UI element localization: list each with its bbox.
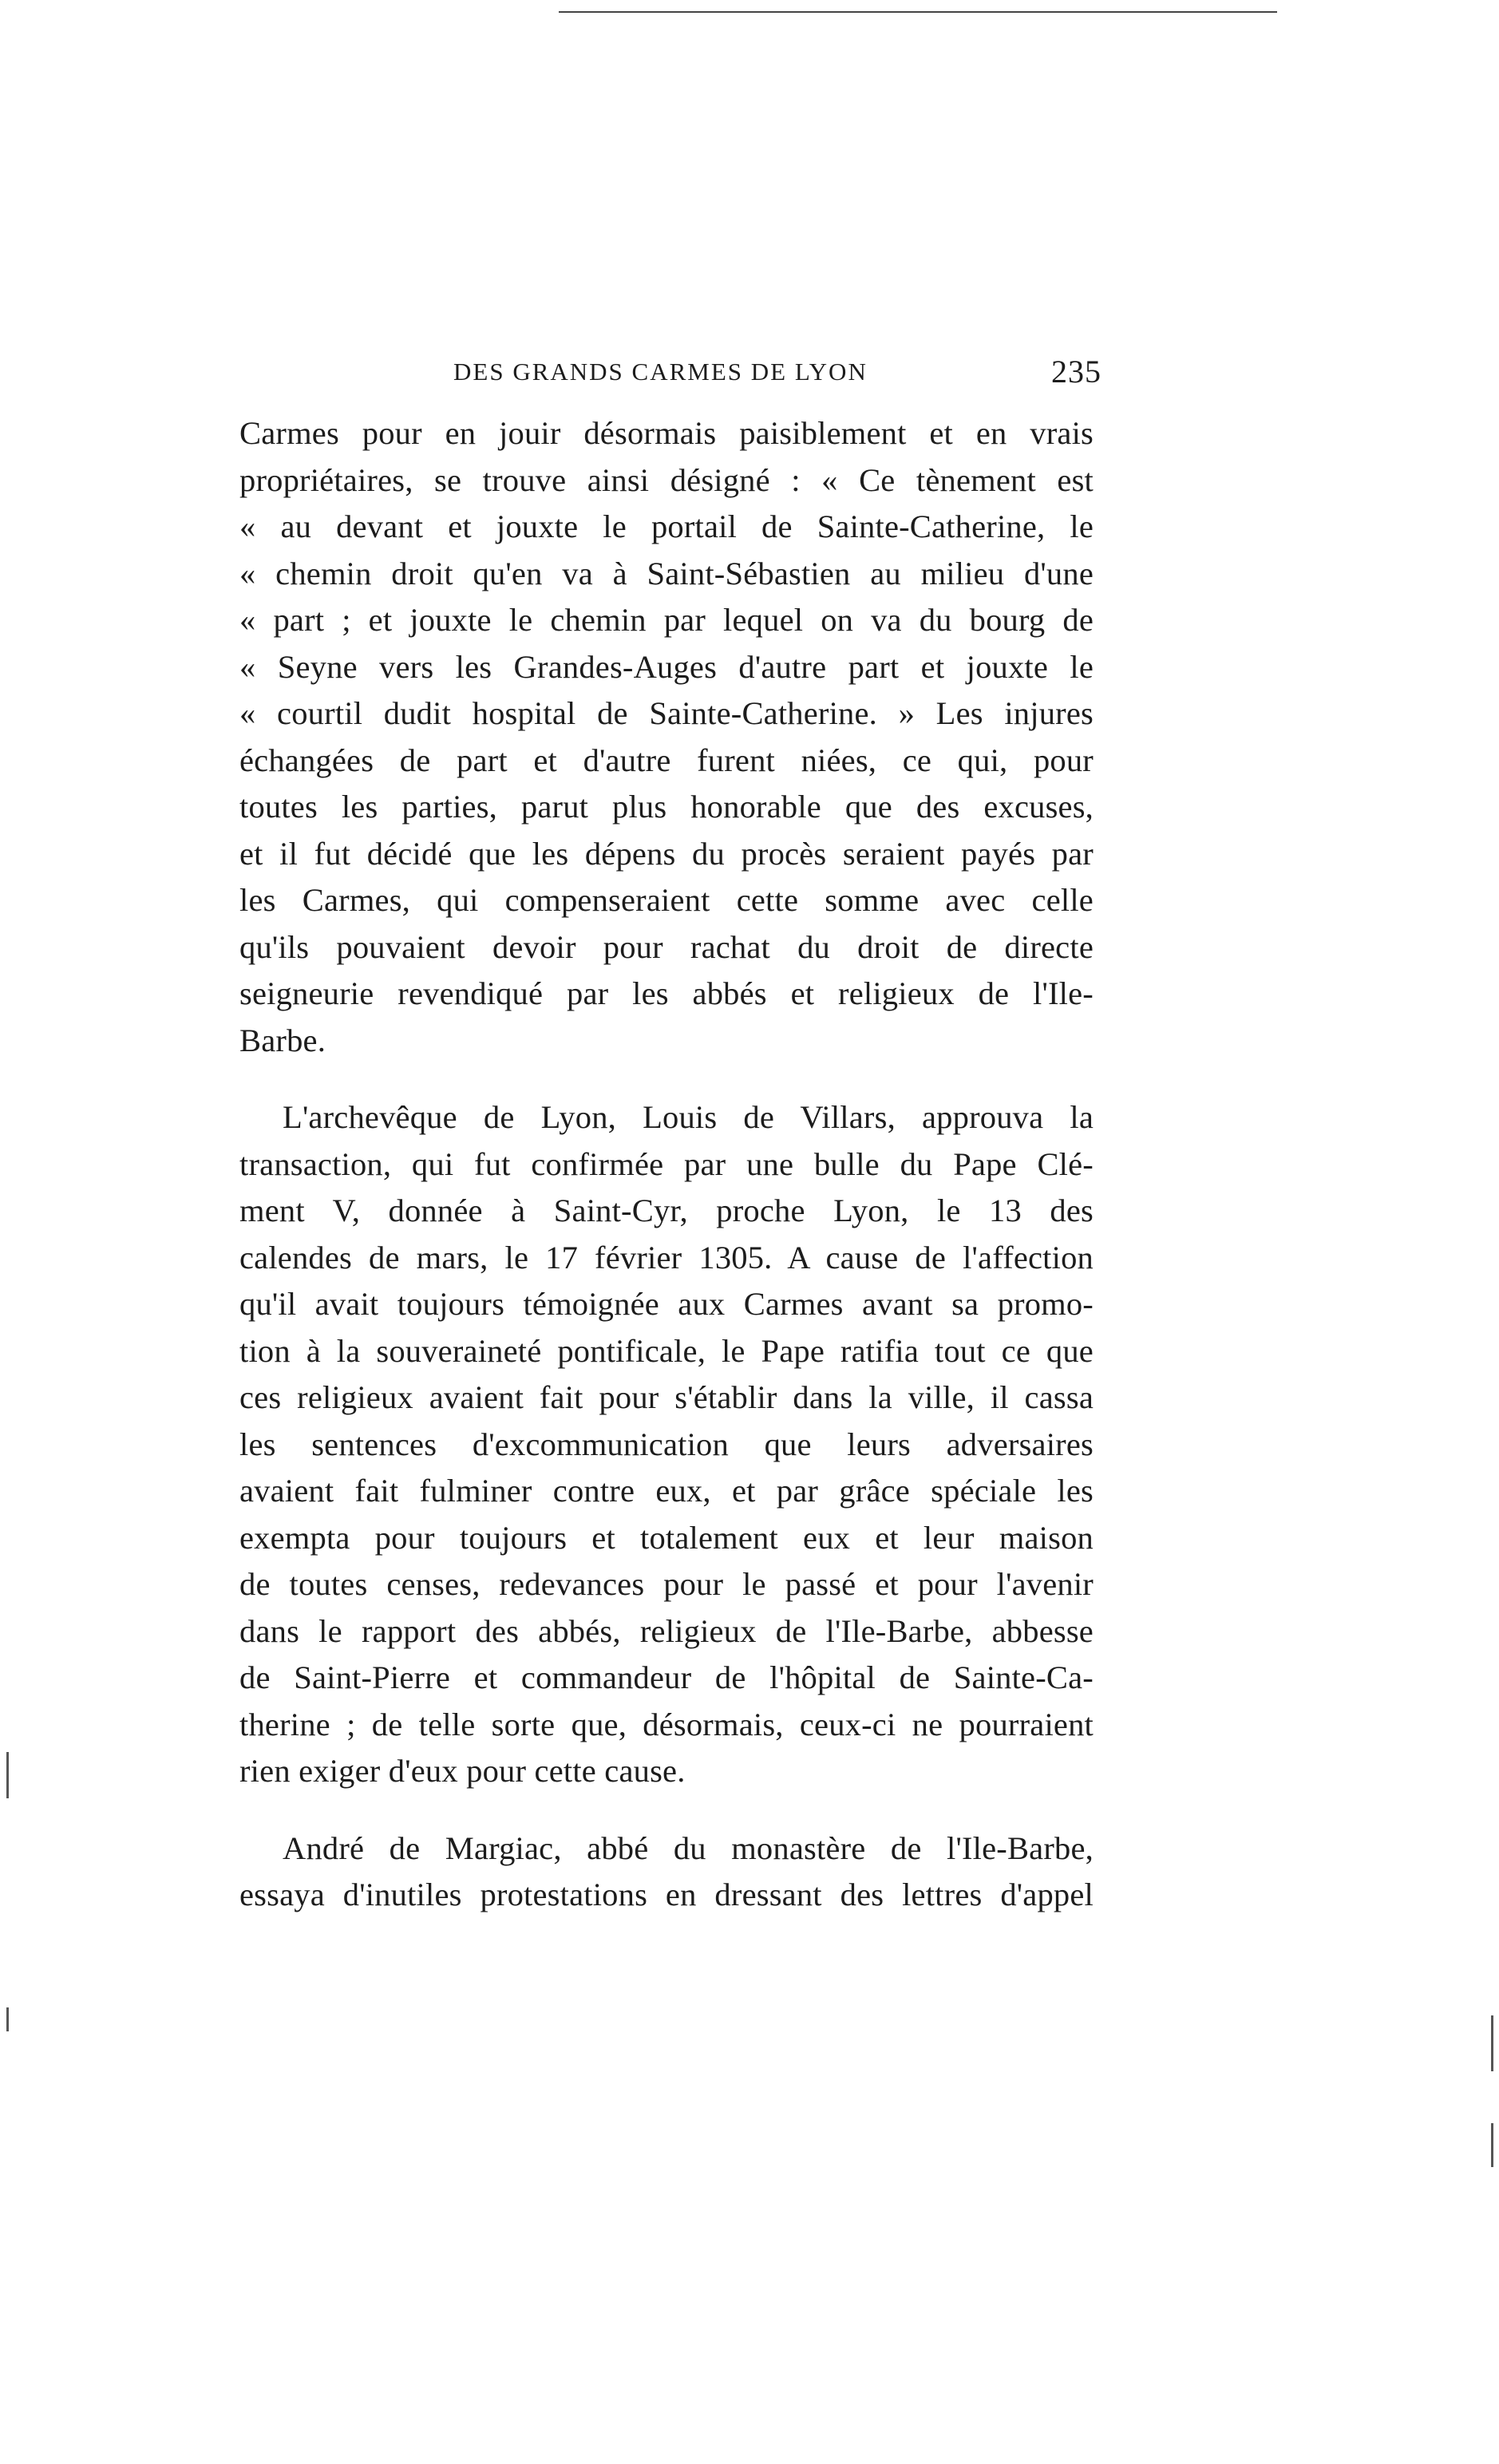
text-line: échangées de part et d'autre furent niées, ce qui, pour bbox=[239, 742, 1094, 778]
text-line: therine ; de telle sorte que, désormais, ceux-ci ne pourraient bbox=[239, 1706, 1094, 1742]
text-line: qu'il avait toujours témoignée aux Carmes avant sa promo- bbox=[239, 1286, 1094, 1322]
text-line: rien exiger d'eux pour cette cause. bbox=[239, 1753, 686, 1789]
margin-mark bbox=[1491, 2015, 1493, 2071]
text-line: propriétaires, se trouve ainsi désigné : « Ce tènement est bbox=[239, 461, 1094, 498]
text-line: tion à la souveraineté pontificale, le Pape ratifia tout ce que bbox=[239, 1332, 1094, 1369]
text-line: André de Margiac, abbé du monastère de l'Ile-Barbe, bbox=[283, 1829, 1094, 1866]
text-line: L'archevêque de Lyon, Louis de Villars, approuva la bbox=[283, 1099, 1094, 1135]
text-line: ces religieux avaient fait pour s'établir dans la ville, il cassa bbox=[239, 1379, 1094, 1415]
text-line: dans le rapport des abbés, religieux de l'Ile-Barbe, abbesse bbox=[239, 1612, 1094, 1649]
text-line: calendes de mars, le 17 février 1305. A cause de l'affection bbox=[239, 1239, 1094, 1276]
text-line: les sentences d'excommunication que leurs adversaires bbox=[239, 1426, 1094, 1462]
text-line: essaya d'inutiles protestations en dressant des lettres d'appel bbox=[239, 1877, 1094, 1912]
text-line: « au devant et jouxte le portail de Sainte-Catherine, le bbox=[239, 508, 1094, 544]
text-line: Carmes pour en jouir désormais paisiblement et en vrais bbox=[239, 415, 1094, 451]
margin-mark bbox=[1491, 2123, 1493, 2167]
text-line: Barbe. bbox=[239, 1022, 326, 1058]
page-number: 235 bbox=[1051, 354, 1102, 390]
text-line: toutes les parties, parut plus honorable que des excuses, bbox=[239, 789, 1094, 825]
text-line: de Saint-Pierre et commandeur de l'hôpital de Sainte-Ca- bbox=[239, 1659, 1094, 1695]
text-line: exempta pour toujours et totalement eux et leur maison bbox=[239, 1519, 1094, 1556]
text-line: « courtil dudit hospital de Sainte-Catherine. » Les injures bbox=[239, 695, 1094, 731]
scan-edge-rule bbox=[559, 11, 1277, 13]
text-line: transaction, qui fut confirmée par une bulle du Pape Clé- bbox=[239, 1145, 1094, 1182]
paragraph bbox=[239, 1094, 1094, 1795]
margin-mark bbox=[6, 1752, 9, 1798]
text-line: « Seyne vers les Grandes-Auges d'autre part et jouxte le bbox=[239, 648, 1094, 685]
text-line: avaient fait fulminer contre eux, et par grâce spéciale les bbox=[239, 1473, 1094, 1509]
running-title: DES GRANDS CARMES DE LYON bbox=[453, 358, 868, 386]
text-line: « part ; et jouxte le chemin par lequel on va du bourg de bbox=[239, 602, 1094, 638]
text-line: les Carmes, qui compenseraient cette somme avec celle bbox=[239, 882, 1094, 918]
text-line: « chemin droit qu'en va à Saint-Sébastien au milieu d'une bbox=[239, 555, 1094, 591]
page-header bbox=[453, 354, 1124, 397]
margin-mark bbox=[6, 2007, 9, 2031]
text-line: qu'ils pouvaient devoir pour rachat du droit de directe bbox=[239, 928, 1094, 965]
text-line: et il fut décidé que les dépens du procès seraient payés par bbox=[239, 835, 1094, 872]
text-line: ment V, donnée à Saint-Cyr, proche Lyon, le 13 des bbox=[239, 1192, 1094, 1228]
text-line: seigneurie revendiqué par les abbés et religieux de l'Ile- bbox=[239, 975, 1094, 1011]
paragraph bbox=[239, 1825, 1094, 1919]
paragraph bbox=[239, 410, 1094, 1064]
text-line: de toutes censes, redevances pour le passé et pour l'avenir bbox=[239, 1566, 1094, 1602]
body-text bbox=[239, 410, 1094, 1919]
